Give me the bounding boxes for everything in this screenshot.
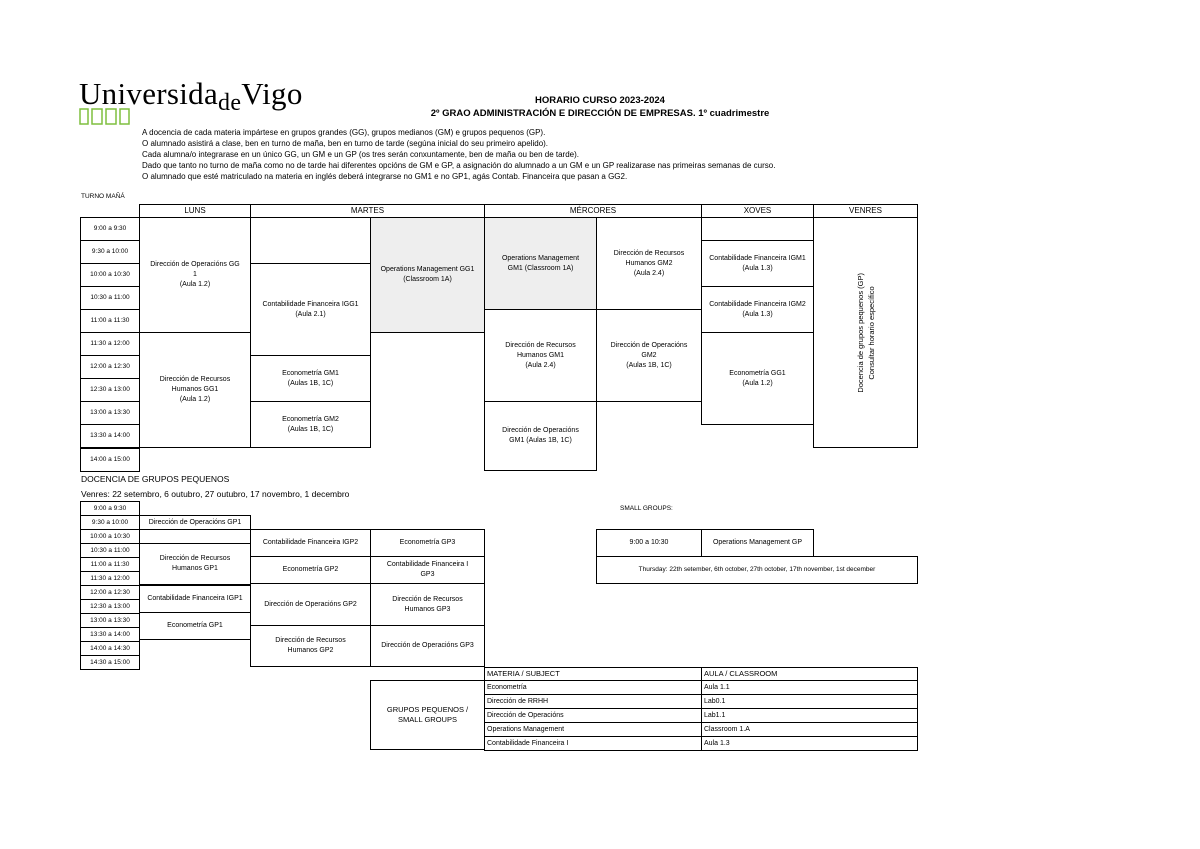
class-luns-operacions	[139, 217, 251, 333]
gp-time-slot: 11:30 a 12:00	[80, 571, 140, 586]
legend-room-cell: Lab1.1	[701, 708, 918, 723]
class-text: GM2	[641, 351, 657, 359]
class-mercores-rrhh-gm1	[484, 309, 597, 402]
gp-class: Econometría GP1	[139, 612, 251, 640]
class-text: GM1 (Classroom 1A)	[507, 264, 574, 272]
legend-group-label	[370, 680, 485, 750]
class-text: (Aulas 1B, 1C)	[287, 425, 334, 433]
class-xoves-econometria	[701, 332, 814, 425]
class-text: (Aula 2.1)	[295, 310, 326, 318]
gp-class	[370, 583, 485, 626]
university-seal-icon	[79, 108, 131, 131]
legend-subject-cell: Dirección de RRHH	[484, 694, 702, 709]
time-slot: 12:00 a 12:30	[80, 355, 140, 379]
class-text: Dirección de Operacións	[502, 427, 579, 434]
legend-subject-cell: Contabilidade Financeira I	[484, 736, 702, 751]
time-slot: 11:30 a 12:00	[80, 332, 140, 356]
class-text: GM1 (Aulas 1B, 1C)	[509, 437, 572, 444]
class-text: Dirección de Operacións GG	[150, 261, 240, 268]
legend-room-cell: Classroom 1.A	[701, 722, 918, 737]
gp-time-slot: 9:00 a 9:30	[80, 501, 140, 516]
class-text: Operations Management GG1	[380, 266, 475, 273]
class-xoves-contabilidade-gm2	[701, 286, 814, 333]
class-text: Contabilidade Financeira IGG1	[262, 300, 359, 308]
gp-class: Dirección de Operacións GP2	[250, 583, 371, 626]
gp-class: Econometría GP2	[250, 556, 371, 584]
class-text: GRUPOS PEQUENOS / SMALL GROUPS	[386, 705, 469, 724]
class-text: (Classroom 1A)	[403, 276, 452, 283]
gp-class: Contabilidade Financeira IGP1	[139, 585, 251, 613]
intro-line: O alumnado asistirá a clase, ben en turno de maña, ben en turno de tarde (segúna inicial do seu primeiro apelido).	[142, 139, 549, 148]
class-text: (Aula 1.3)	[742, 310, 773, 318]
small-groups-dates: Thursday: 22th setember, 6th october, 27th october, 17th november, 1st december	[596, 556, 918, 584]
small-groups-subject: Operations Management GP	[701, 529, 814, 557]
class-martes-econometria-gm2	[250, 401, 371, 448]
gp-time-slot: 12:30 a 13:00	[80, 599, 140, 614]
class-text: Contabilidade Financeira IGM2	[709, 300, 806, 308]
class-text: Dirección de Recursos	[159, 376, 231, 383]
class-text: Operations Management	[501, 254, 580, 262]
class-text: Consultar horario específico	[866, 285, 876, 380]
class-text: (Aula 1.2)	[179, 281, 211, 288]
class-text: Econometría GM2	[282, 415, 339, 423]
class-text: Contabilidade Financeira IGM1	[709, 254, 806, 262]
gp-dates-value: 22 setembro, 6 outubro, 27 outubro, 17 novembro, 1 decembro	[112, 489, 350, 499]
day-header-martes: MARTES	[250, 204, 485, 218]
legend-subject-cell: Econometría	[484, 680, 702, 695]
legend-subject-cell: Dirección de Operacións	[484, 708, 702, 723]
day-header-venres: VENRES	[813, 204, 918, 218]
time-slot: 14:00 a 15:00	[80, 448, 140, 472]
class-text: Humanos GM2	[625, 259, 673, 267]
class-xoves-contabilidade-gm1	[701, 240, 814, 287]
class-text: (Aulas 1B, 1C)	[626, 361, 672, 369]
shift-label: TURNO MAÑÁ	[81, 193, 125, 200]
class-mercores-operacions-gm1	[484, 401, 597, 471]
logo-word-vigo: Vigo	[241, 76, 303, 111]
time-slot: 11:00 a 11:30	[80, 309, 140, 333]
class-text: (Aula 1.3)	[742, 264, 773, 272]
class-venres-grupos-pequenos	[813, 217, 918, 448]
gp-dates-label: Venres:	[81, 489, 110, 499]
class-text: Dirección de Recursos	[505, 341, 576, 349]
class-text: (Aulas 1B, 1C)	[287, 379, 334, 387]
gp-class	[139, 543, 251, 585]
class-text: Econometría GM1	[282, 369, 339, 377]
gp-class	[370, 556, 485, 584]
small-groups-label: SMALL GROUPS:	[620, 505, 673, 512]
gp-section-heading: DOCENCIA DE GRUPOS PEQUENOS	[81, 474, 230, 484]
day-header-luns: LUNS	[139, 204, 251, 218]
gp-time-slot: 11:00 a 11:30	[80, 557, 140, 572]
time-slot: 13:00 a 13:30	[80, 401, 140, 425]
class-text: Econometría GG1	[729, 369, 786, 377]
legend-room-cell: Aula 1.1	[701, 680, 918, 695]
intro-line: O alumnado que esté matriculado na materia en inglés deberá integrarse no GM1 e no GP1, agás Contab. Financeira que pasan a GG2.	[142, 172, 628, 181]
class-mercores-operacions-gm2	[596, 309, 702, 402]
gp-class: Dirección de Operacións GP3	[370, 625, 485, 667]
intro-line: Dado que tanto no turno de maña como no de tarde hai diferentes opcións de GM e GP, a asignación do alumnado a un GM e un GP realizarase nas primeiras semanas de curso.	[142, 161, 776, 170]
class-text: Dirección de Recursos Humanos GP2	[275, 637, 346, 654]
class-text: Humanos GG1	[171, 386, 219, 393]
page-subtitle: 2º GRAO ADMINISTRACIÓN E DIRECCIÓN DE EMPRESAS. 1º cuadrimestre	[430, 108, 770, 119]
gp-time-slot: 13:30 a 14:00	[80, 627, 140, 642]
class-luns-rrhh	[139, 332, 251, 448]
empty-slot	[701, 217, 814, 241]
gp-class: Contabilidade Financeira IGP2	[250, 529, 371, 557]
class-text: (Aula 1.2)	[742, 379, 773, 387]
class-martes-operations-management	[370, 217, 485, 333]
gp-time-slot: 10:00 a 10:30	[80, 529, 140, 544]
class-martes-econometria-gm1	[250, 355, 371, 402]
gp-time-slot: 12:00 a 12:30	[80, 585, 140, 600]
class-martes-contabilidade	[250, 263, 371, 356]
class-text: Dirección de Operacións	[610, 341, 688, 349]
class-text: Contabilidade Financeira I GP3	[386, 561, 469, 578]
intro-line: A docencia de cada materia impártese en grupos grandes (GG), grupos medianos (GM) e grupos pequenos (GP).	[142, 128, 546, 137]
empty-slot	[250, 217, 371, 264]
legend-room-cell: Lab0.1	[701, 694, 918, 709]
gp-class: Econometría GP3	[370, 529, 485, 557]
class-text: Dirección de Recursos Humanos GP1	[159, 555, 231, 572]
logo-word-universidade: Universida	[79, 76, 219, 111]
class-text: (Aula 2.4)	[525, 361, 556, 369]
gp-time-slot: 13:00 a 13:30	[80, 613, 140, 628]
gp-class	[250, 625, 371, 667]
small-groups-time: 9:00 a 10:30	[596, 529, 702, 557]
time-slot: 10:00 a 10:30	[80, 263, 140, 287]
class-text: Dirección de Recursos Humanos GP3	[392, 595, 463, 613]
time-slot: 13:30 a 14:00	[80, 424, 140, 448]
page-title: HORARIO CURSO 2023-2024	[535, 95, 665, 106]
class-text: Humanos GM1	[516, 351, 565, 359]
gp-time-slot: 9:30 a 10:00	[80, 515, 140, 530]
gp-time-slot: 14:00 a 14:30	[80, 641, 140, 656]
gp-time-slot: 14:30 a 15:00	[80, 655, 140, 670]
legend-header-subject: MATERIA / SUBJECT	[484, 667, 702, 681]
legend-subject-cell: Operations Management	[484, 722, 702, 737]
class-text: Docencia de grupos pequenos (GP)	[855, 272, 865, 393]
time-slot: 9:30 a 10:00	[80, 240, 140, 264]
class-mercores-rrhh-gm2	[596, 217, 702, 310]
time-slot: 10:30 a 11:00	[80, 286, 140, 310]
legend-room-cell: Aula 1.3	[701, 736, 918, 751]
time-slot: 12:30 a 13:00	[80, 378, 140, 402]
legend-header-room: AULA / CLASSROOM	[701, 667, 918, 681]
gp-class: Dirección de Operacións GP1	[139, 515, 251, 530]
class-text: (Aula 2.4)	[633, 269, 665, 277]
gp-time-slot: 10:30 a 11:00	[80, 543, 140, 558]
class-text: Dirección de Recursos	[613, 249, 685, 257]
university-logo-text	[79, 76, 303, 116]
gp-dates	[81, 489, 349, 499]
class-mercores-operations-management	[484, 217, 597, 310]
intro-line: Cada alumna/o integrarase en un único GG, un GM e un GP (os tres serán conxuntamente, ben de maña ou ben de tarde).	[142, 150, 580, 159]
class-text: 1	[193, 271, 197, 278]
day-header-xoves: XOVES	[701, 204, 814, 218]
class-text: (Aula 1.2)	[179, 396, 211, 403]
logo-word-de: de	[218, 90, 242, 116]
day-header-mercores: MÉRCORES	[484, 204, 702, 218]
time-slot: 9:00 a 9:30	[80, 217, 140, 241]
